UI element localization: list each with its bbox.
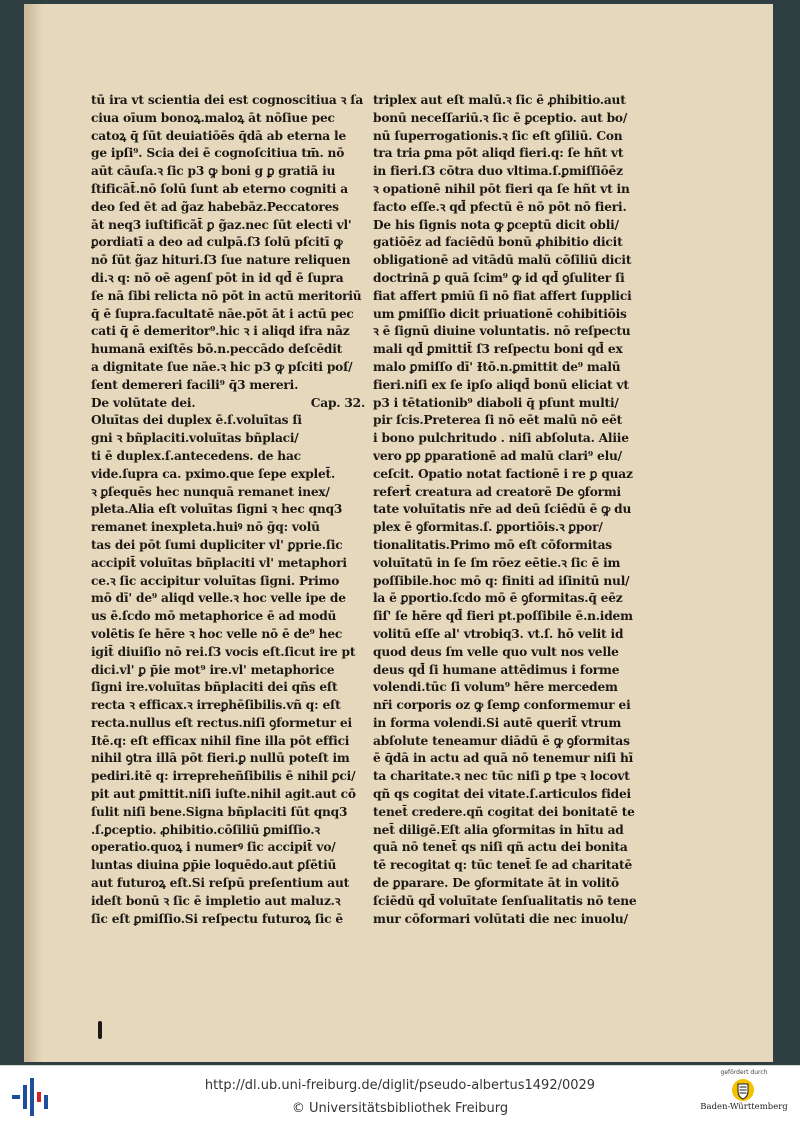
text-line: ge ipſi⁹. Scia dei ē cognoſcitiua tm̄. nō: [91, 146, 345, 161]
text-line: aūt cāuſa.ꝛ ſic p3 ꝙ boni g ꝑ gratiā iu: [91, 164, 336, 179]
text-line: nihil ꝯtra illā pōt fieri.ꝑ nullū poteſt im: [91, 751, 350, 766]
text-line: recta ꝛ efficax.ꝛ irreꝑhēſibilis.vñ q: eſt: [91, 698, 341, 713]
text-line: mali qd̄ ꝑmittit̄ ſ3 reſpectu boni qd̄ ex: [373, 342, 623, 357]
text-line: Oluītas dei duplex ē.ſ.voluītas ſi: [91, 413, 302, 428]
text-line: obligationē ad vitādū malū cōſiliū dicit: [373, 253, 632, 268]
text-line: poſſibile.hoc mō q: finiti ad iſinitū nul/: [373, 573, 630, 588]
text-line: pleta.Alia eſt voluītas ſigni ꝛ hec qnq3: [91, 502, 343, 517]
text-line: accipit̄ voluītas bñplaciti vl' metaphori: [91, 555, 347, 570]
text-line: volitū eſſe al' vtrobiq3. vt.ſ. hō velit id: [373, 626, 624, 641]
text-line: us ē.ſcdo mō metaphorice ē ad modū: [91, 609, 337, 624]
text-line: in fieri.ſ3 cōtra duo vltima.ſ.ꝑmiſſiōēz: [373, 164, 623, 179]
text-line: volētis ſe hēre ꝛ hoc velle nō ē de⁹ hec: [91, 626, 343, 641]
text-line: in forma volendi.Si autē querit̄ vtrum: [373, 715, 622, 730]
text-line: volendi.tūc ſi volum⁹ hēre mercedem: [373, 680, 618, 695]
left-column: [91, 92, 373, 928]
text-line: nō ſūt g̃az hituri.ſ3 ſue nature reliquen: [91, 253, 351, 268]
text-line: ſulit niſi bene.Signa bñplaciti ſūt qnq3: [91, 804, 348, 819]
text-line: di.ꝛ q: nō oē agenſ pōt in id qd̄ ē ſupra: [91, 270, 344, 285]
text-line: ꝑordiatī a deo ad culpā.ſ3 ſolū pſcitī ꝙ: [91, 235, 343, 250]
text-line: bonū neceſſariū.ꝛ ſic ē ꝑceptio. aut bo/: [373, 110, 628, 125]
text-line: ſent demereri facili⁹ q̄3 mereri.: [91, 377, 299, 392]
text-line: tū ira vt scientia dei est cognoscitiua ꝛ ſa: [91, 93, 364, 107]
text-line: De his ſignis nota ꝙ ꝑceptū dicit obli/: [373, 217, 619, 232]
text-line: a dignitate ſue nāe.ꝛ hic p3 ꝙ pſciti poſ/: [91, 359, 353, 374]
text-line: ꝛ ꝑſequēs hec nunquā remanet inex/: [91, 484, 330, 499]
text-line: plex ē ꝯformitas.ſ. ꝑportiōis.ꝛ ꝑpor/: [373, 520, 603, 535]
text-line: q̄ ē ſupra.facultatē nāe.pōt āt i actū pec: [91, 306, 354, 321]
text-line: voluītatū in ſe ſm rōez eētie.ꝛ ſic ē im: [373, 555, 621, 570]
text-line: gatiōēz ad faciēdū bonū ꝓhibitio dicit: [373, 235, 623, 250]
text-line: vero ꝑꝑ ꝑparationē ad malū clari⁹ elu/: [373, 448, 622, 463]
right-column: [373, 92, 657, 928]
text-line: remanet inexpleta.huiꝰ nō ḡq: volū: [91, 520, 320, 535]
text-line: luntas diuina ꝑp̄ie loquēdo.aut ꝑſētiū: [91, 858, 337, 873]
chapter-heading-number: Cap. 32.: [310, 395, 365, 410]
text-line: triplex aut eſt malū.ꝛ ſic ē ꝓhibitio.aut: [373, 93, 626, 107]
text-line: ceſcit. Opatio notat factionē i re ꝑ quaz: [373, 466, 633, 481]
chapter-heading: [91, 395, 365, 413]
text-line: dici.vl' ꝑ p̄ie mot⁹ ire.vl' metaphorice: [91, 662, 335, 677]
text-line: deo ſed ēt ad g̃az habebāz.Peccatores: [91, 199, 339, 214]
text-line: humanā exiſtēs bō.n.peccādo deſcēdit: [91, 342, 343, 357]
text-line: cati q̄ ē demeritor⁹.hic ꝛ i aliqd ifra nāz: [91, 324, 350, 339]
text-line: ideſt bonū ꝛ ſic ē impletio aut maluz.ꝛ: [91, 893, 341, 908]
text-line: refert̄ creatura ad creatorē De ꝯformi: [373, 484, 621, 499]
text-line: vide.ſupra ca. pximo.que ſepe explet̄.: [91, 466, 335, 481]
text-line: tas dei pōt ſumi dupliciter vl' ꝑprie.ſic: [91, 537, 343, 552]
text-line: fieri.niſi ex ſe ipſo aliqd̄ bonū eliciat vt: [373, 377, 629, 392]
text-line: āt neq3 iuſtificāt̄ ꝑ g̃az.nec ſūt electi vl': [91, 217, 352, 232]
text-line: ciua oīum bonoꝝ.maloꝝ āt nōſiue pec: [91, 110, 335, 125]
text-line: ta charitate.ꝛ nec tūc niſi ꝑ tpe ꝛ locovt: [373, 769, 630, 784]
text-line: ꝛ ē ſignū diuine voluntatis. nō reſpectu: [373, 324, 631, 339]
text-line: deus qd̄ ſi humane attēdimus i forme: [373, 662, 620, 677]
text-line: ꝛ opationē nihil pōt fieri qa ſe hñt vt in: [373, 181, 630, 196]
text-line: quā nō tenet̄ qs niſi qñ actu dei bonita: [373, 840, 628, 855]
text-line: ē q̄dā in actu ad quā nō tenemur niſi hī: [373, 751, 634, 766]
sponsor-badge[interactable]: [694, 1069, 794, 1123]
ink-mark: [98, 1021, 102, 1039]
text-line: ſe nā ſibi relicta nō pōt in actū meritoriū: [91, 288, 362, 303]
text-line: tē recogitat q: tūc tenet̄ ſe ad charitatē: [373, 858, 633, 873]
text-line: de ꝑparare. De ꝯformitate āt in volitō: [373, 876, 619, 891]
text-line: mō dī' de⁹ aliqd velle.ꝛ hoc velle ipe de: [91, 591, 346, 606]
text-line: tenet̄ credere.qñ cogitat dei bonitatē te: [373, 804, 635, 819]
viewer-footer: [0, 1065, 800, 1124]
text-line: doctrinā ꝑ quā ſcim⁹ ꝙ id qd̄ ꝯſuliter ſi: [373, 270, 625, 285]
text-line: malo ꝑmiſſo dī' Ɨtō.n.ꝑmittit de⁹ malū: [373, 359, 621, 374]
right-column-text: [373, 92, 657, 928]
coat-of-arms-icon: [732, 1078, 754, 1102]
text-line: operatio.quoꝝ i numerꝰ ſic accipit̄ vo/: [91, 840, 336, 855]
copyright-notice: © Universitätsbibliothek Freiburg: [291, 1101, 509, 1116]
text-line: tate voluītatis nr̄e ad deū ſciēdū ē ꝙ du: [373, 502, 632, 517]
left-column-text-part1: [91, 92, 373, 395]
text-line: pir ſcis.Preterea ſi nō eēt malū nō eēt: [373, 413, 623, 428]
text-line: recta.nullus eſt rectus.niſi ꝯformetur ei: [91, 715, 352, 730]
text-line: i bono pulchritudo . niſi abſoluta. Aliie: [373, 431, 629, 446]
book-page: [24, 4, 773, 1062]
text-line: ſiſ' ſe hēre qd̄ fieri pt.poſſibile ē.n.idem: [373, 609, 633, 624]
text-line: tra tria ꝑma pōt aliqd fieri.q: ſe hñt vt: [373, 146, 624, 161]
text-line: mur cōformari volūtati die nec inuolu/: [373, 911, 628, 926]
text-line: ſigni ire.voluītas bñplaciti dei qñs eſt: [91, 680, 338, 695]
text-line: fiat affert pmiū ſi nō fiat affert ſupplici: [373, 288, 632, 303]
text-line: igit̄ diuiſio nō rei.ſ3 vocis eſt.ſicut ire pt: [91, 644, 356, 659]
text-line: nū ſuperrogationis.ꝛ ſic eſt ꝯſiliū. Con: [373, 128, 623, 143]
text-line: pediri.itē q: irrepreheñſibilis ē nihil ꝑci/: [91, 769, 356, 784]
text-line: nr̄i corporis oz ꝙ ſemꝑ conformemur ei: [373, 698, 631, 713]
text-line: ce.ꝛ ſic accipitur voluītas ſigni. Primo: [91, 573, 340, 588]
text-line: la ē ꝑportio.ſcdo mō ē ꝯformitas.q̄ eēz: [373, 591, 623, 606]
text-line: .ſ.ꝑceptio. ꝓhibitio.cōſiliū ꝑmiſſio.ꝛ: [91, 822, 320, 837]
text-line: tionalitatis.Primo mō eſt cōformitas: [373, 537, 612, 552]
text-line: p3 i tētationib⁹ diaboli q̄ pſunt multi/: [373, 395, 619, 410]
text-line: abſolute teneamur diādū ē ꝙ ꝯformitas: [373, 733, 630, 748]
text-line: um ꝑmiſſio dicit priuationē cohibitiōis: [373, 306, 627, 321]
text-line: facto eſſe.ꝛ qd̄ pfectū ē nō pōt nō fieri.: [373, 199, 627, 214]
text-line: ti ē duplex.ſ.antecedens. de hac: [91, 448, 301, 463]
text-line: pit aut ꝑmittit.niſi iuſte.nihil agit.aut cō: [91, 787, 356, 802]
chapter-heading-title: De volūtate dei.: [91, 395, 196, 410]
text-line: aut futuroꝝ eſt.Si reſpū preſentium aut: [91, 876, 350, 891]
text-line: catoꝝ q̄ ſūt deuiatiōēs q̄dā ab eterna le: [91, 128, 347, 143]
text-line: gni ꝛ bñplaciti.voluītas bñplaci/: [91, 431, 299, 446]
sponsor-name: Baden-Württemberg: [700, 1102, 788, 1112]
left-column-text-part2: [91, 412, 373, 928]
text-line: ſtificāt̄.nō ſolū ſunt ab eterno cogniti a: [91, 181, 348, 196]
page-url[interactable]: http://dl.ub.uni-freiburg.de/diglit/pseudo-albertus1492/0029: [204, 1078, 596, 1093]
text-line: ſic eſt ꝑmiſſio.Si reſpectu futuroꝝ ſic ē: [91, 911, 343, 926]
text-line: net̄ diligē.Eſt alia ꝯformitas in hītu ad: [373, 822, 624, 837]
text-line: quod deus ſm velle quo vult nos velle: [373, 644, 619, 659]
text-line: ſciēdū qd̄ voluītate ſenſualitatis nō tene: [373, 893, 637, 908]
text-line: qñ qs cogitat dei vitate.ſ.articulos fidei: [373, 787, 631, 802]
text-line: Itē.q: eſt efficax nihil fine illa pōt effici: [91, 733, 350, 748]
sponsor-caption: gefördert durch: [720, 1069, 768, 1076]
